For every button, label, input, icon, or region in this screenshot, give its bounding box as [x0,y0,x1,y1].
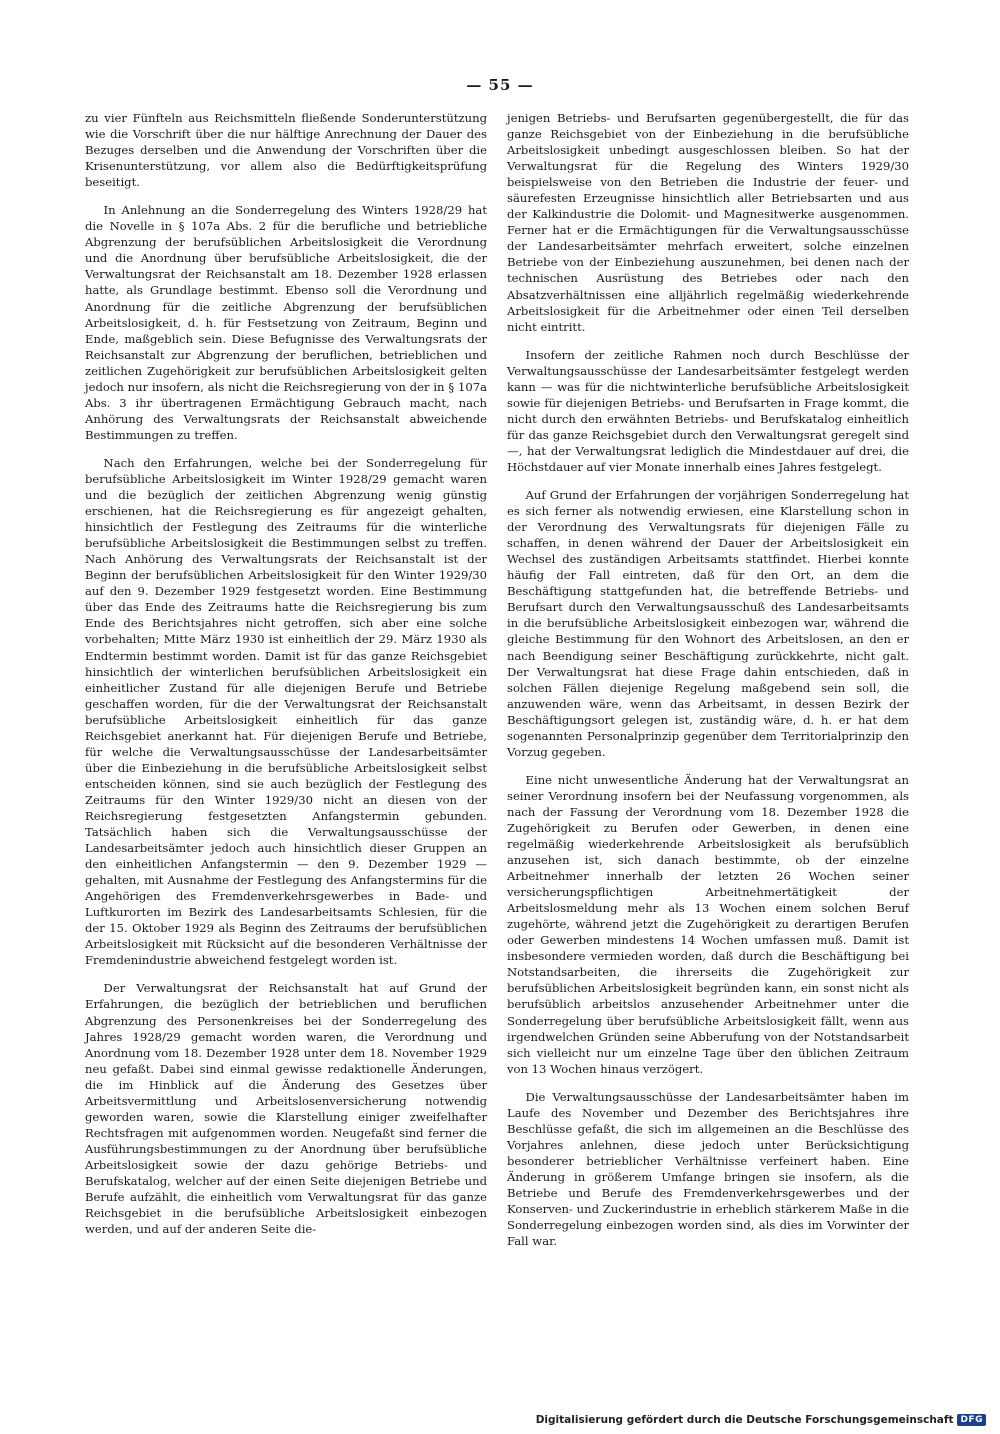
paragraph: Die Verwaltungsausschüsse der Landesarbeitsämter haben im Laufe des November und Dezember des Berichtsjahres ihre Beschlüsse gefaßt, die sich im allgemeinen an die Beschlüsse des Vorjahres anlehnen, diese jedoch unter Berücksichtigung besonderer betrieblicher Verhältnisse verfeinert haben. Eine Änderung in größerem Umfange bringen sie insofern, als die Betriebe und Berufe des Fremdenverkehrsgewerbes und der Konserven- und Zuckerindustrie in erheblich stärkerem Maße in die Sonderregelung einbezogen worden sind, als dies im Vorwinter der Fall war. [507,1089,909,1249]
paragraph: Eine nicht unwesentliche Änderung hat der Verwaltungsrat an seiner Verordnung insofern bei der Neufassung vorgenommen, als nach der Fassung der Verordnung vom 18. Dezember 1928 die Zugehörigkeit zu Berufen oder Gewerben, in denen eine regelmäßig wiederkehrende Arbeitslosigkeit als berufsüblich anzusehen ist, sich danach bestimmte, ob der einzelne Arbeitnehmer innerhalb der letzten 26 Wochen seiner versicherungspflichtigen Arbeitnehmertätigkeit der Arbeitslosmeldung mehr als 13 Wochen einem solchen Beruf zugehörte, während jetzt die Zugehörigkeit zu derartigen Berufen oder Gewerben mindestens 14 Wochen umfassen muß. Damit ist insbesondere vermieden worden, daß durch die Beschäftigung bei Notstandsarbeiten, die ihrerseits die Zugehörigkeit zur berufsüblichen Arbeitslosigkeit begründen kann, ein sonst nicht als berufsüblich arbeitslos anzusehender Arbeitnehmer unter die Sonderregelung über berufsübliche Arbeitslosigkeit fällt, wenn aus irgendwelchen Gründen seine Abberufung von der Notstandsarbeit sich vielleicht nur um einzelne Tage über den üblichen Zeitraum von 13 Wochen hinaus verzögert. [507,772,909,1076]
footer-text: Digitalisierung gefördert durch die Deutsche Forschungsgemeinschaft [535,1414,954,1426]
paragraph: Auf Grund der Erfahrungen der vorjährigen Sonderregelung hat es sich ferner als notwendig erwiesen, eine Klarstellung schon in der Verordnung des Verwaltungsrats für diejenigen Fälle zu schaffen, in denen während der Dauer der Arbeitslosigkeit ein Wechsel des zuständigen Arbeitsamts stattfindet. Hierbei konnte häufig der Fall eintreten, daß für den Ort, an dem die Beschäftigung stattgefunden hat, die betreffende Betriebs- und Berufsart durch den Verwaltungsausschuß des Landesarbeitsamts in die berufsübliche Arbeitslosigkeit einbezogen war, während die gleiche Bestimmung für den Wohnort des Arbeitslosen, an den er nach Beendigung seiner Beschäftigung zurückkehrte, nicht galt. Der Verwaltungsrat hat diese Frage dahin entschieden, daß in solchen Fällen diejenige Regelung maßgebend sein soll, die anzuwenden wäre, wenn das Arbeitsamt, in dessen Bezirk der Beschäftigungsort gelegen ist, zuständig wäre, d. h. er hat dem sogenannten Personalprinzip gegenüber dem Territorialprinzip den Vorzug gegeben. [507,488,909,759]
page-number: — 55 — [466,76,534,94]
digitization-footer [536,1414,986,1426]
paragraph: Insofern der zeitliche Rahmen noch durch Beschlüsse der Verwaltungsausschüsse der Landesarbeitsämter festgelegt werden kann — was für die nichtwinterliche berufsübliche Arbeitslosigkeit sowie für diejenigen Betriebs- und Berufsarten in Frage kommt, die nicht durch den erwähnten Betriebs- und Berufskatalog einheitlich für das ganze Reichsgebiet durch den Verwaltungsrat geregelt sind —, hat der Verwaltungsrat lediglich die Mindestdauer auf drei, die Höchstdauer auf vier Monate innerhalb eines Jahres festgelegt. [507,347,909,474]
right-column [507,110,909,1249]
paragraph: zu vier Fünfteln aus Reichsmitteln fließende Sonderunterstützung wie die Vorschrift über die nur hälftige Anrechnung der Dauer des Bezuges derselben und die Anwendung der Vorschriften über die Krisenunterstützung, vor allem also die Bedürftigkeitsprüfung beseitigt. [85,111,487,190]
left-column [85,110,487,1237]
dfg-logo-icon: DFG [957,1414,986,1426]
paragraph: Der Verwaltungsrat der Reichsanstalt hat auf Grund der Erfahrungen, die bezüglich der betrieblichen und beruflichen Abgrenzung des Personenkreises bei der Sonderregelung des Jahres 1928/29 gemacht worden waren, die Verordnung und Anordnung vom 18. Dezember 1928 unter dem 18. November 1929 neu gefaßt. Dabei sind einmal gewisse redaktionelle Änderungen, die im Hinblick auf die Änderung des Gesetzes über Arbeitsvermittlung und Arbeitslosenversicherung notwendig geworden waren, sowie die Klarstellung einiger zweifelhafter Rechtsfragen mit aufgenommen worden. Neugefaßt sind ferner die Ausführungsbestimmungen zu der Anordnung über berufsübliche Arbeitslosigkeit sowie der dazu gehörige Betriebs- und Berufskatalog, welcher auf der einen Seite diejenigen Betriebe und Berufe aufzählt, die einheitlich vom Verwaltungsrat für das ganze Reichsgebiet in die berufsübliche Arbeitslosigkeit einbezogen werden, und auf der anderen Seite die- [85,981,487,1237]
paragraph: Nach den Erfahrungen, welche bei der Sonderregelung für berufsübliche Arbeitslosigkeit im Winter 1928/29 gemacht waren und die bezüglich der zeitlichen Abgrenzung wenig günstig erschienen, hat die Reichsregierung es für angezeigt gehalten, hinsichtlich der Festlegung des Zeitraums für die winterliche berufsübliche Arbeitslosigkeit die Bestimmungen selbst zu treffen. Nach Anhörung des Verwaltungsrats der Reichsanstalt ist der Beginn der berufsüblichen Arbeitslosigkeit für den Winter 1929/30 auf den 9. Dezember 1929 festgesetzt worden. Eine Bestimmung über das Ende des Zeitraums hatte die Reichsregierung bis zum Ende des Berichtsjahres nicht getroffen, sich aber eine solche vorbehalten; Mitte März 1930 ist einheitlich der 29. März 1930 als Endtermin bestimmt worden. Damit ist für das ganze Reichsgebiet hinsichtlich der winterlichen berufsüblichen Arbeitslosigkeit ein einheitlicher Zustand für alle diejenigen Berufe und Betriebe geschaffen worden, für die der Verwaltungsrat der Reichsanstalt berufsübliche Arbeitslosigkeit einheitlich für das ganze Reichsgebiet anerkannt hat. Für diejenigen Berufe und Betriebe, für welche die Verwaltungsausschüsse der Landesarbeitsämter über die Einbeziehung in die berufsübliche Arbeitslosigkeit selbst entscheiden können, sind sie auch bezüglich der Festlegung des Zeitraums für den Winter 1929/30 nicht an diesen von der Reichsregierung festgesetzten Anfangstermin gebunden. Tatsächlich haben sich die Verwaltungsausschüsse der Landesarbeitsämter jedoch auch hinsichtlich dieser Gruppen an den einheitlichen Anfangstermin — den 9. Dezember 1929 — gehalten, mit Ausnahme der Festlegung des Anfangstermins für die Angehörigen des Fremdenverkehrsgewerbes in Bade- und Luftkurorten im Bezirk des Landesarbeitsamts Schlesien, für die der 15. Oktober 1929 als Beginn des Zeitraums der berufsüblichen Arbeitslosigkeit mit Rücksicht auf die besonderen Verhältnisse der Fremdenindustrie abweichend festgelegt worden ist. [85,455,487,968]
paragraph: In Anlehnung an die Sonderregelung des Winters 1928/29 hat die Novelle in § 107a Abs. 2 für die berufliche und betriebliche Abgrenzung der berufsüblichen Arbeitslosigkeit die Verordnung und die Anordnung über berufsübliche Arbeitslosigkeit, die der Verwaltungsrat der Reichsanstalt am 18. Dezember 1928 erlassen hatte, als Grundlage bestimmt. Ebenso soll die Verordnung und Anordnung für die zeitliche Abgrenzung der berufsüblichen Arbeitslosigkeit, d. h. für Festsetzung von Zeitraum, Beginn und Ende, maßgeblich sein. Diese Befugnisse des Verwaltungsrats der Reichsanstalt zur Abgrenzung der beruflichen, betrieblichen und zeitlichen Zugehörigkeit zur berufsüblichen Arbeitslosigkeit gelten jedoch nur insofern, als nicht die Reichsregierung von der in § 107a Abs. 3 ihr übertragenen Ermächtigung Gebrauch macht, nach Anhörung des Verwaltungsrats der Reichsanstalt abweichende Bestimmungen zu treffen. [85,203,487,442]
paragraph: jenigen Betriebs- und Berufsarten gegenübergestellt, die für das ganze Reichsgebiet von der Einbeziehung in die berufsübliche Arbeitslosigkeit unbedingt ausgeschlossen bleiben. So hat der Verwaltungsrat für die Regelung des Winters 1929/30 beispielsweise von den Betrieben die Industrie der feuer- und säurefesten Erzeugnisse hinsichtlich aller Betriebsarten und aus der Kalkindustrie die Dolomit- und Magnesitwerke ausgenommen. Ferner hat er die Ermächtigungen für die Verwaltungsausschüsse der Landesarbeitsämter mehrfach erweitert, solche einzelnen Betriebe von der Einbeziehung auszunehmen, bei denen nach der technischen Ausrüstung des Betriebes oder nach den Absatzverhältnissen eine alljährlich regelmäßig wiederkehrende Arbeitslosigkeit für die Arbeitnehmer oder einen Teil derselben nicht eintritt. [507,111,909,334]
